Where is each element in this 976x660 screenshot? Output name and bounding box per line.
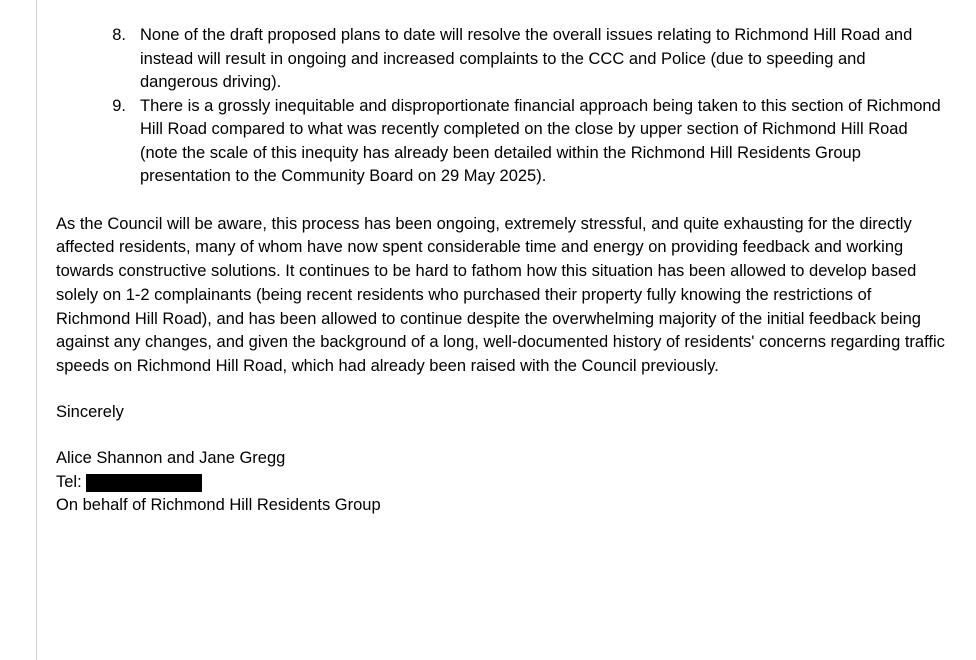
telephone-line [56,471,946,495]
signature-names: Alice Shannon and Jane Gregg [56,448,286,467]
sign-off: Sincerely [56,403,124,422]
spacer [56,189,946,213]
list-item-text: There is a grossly inequitable and disproportionate financial approach being taken to this section of Richmond Hill Road compared to what was recently completed on the close by upper section of Richmond Hill Road (note the scale of this inequity has already been detailed within the Richmond Hill Residents Group presentation to the Community Board on 29 May 2025). [140,96,941,185]
list-item-number: 8. [112,26,126,44]
on-behalf-of-line: On behalf of Richmond Hill Residents Group [56,496,381,515]
page-left-margin-rule [36,0,37,660]
list-item-text: None of the draft proposed plans to date will resolve the overall issues relating to Richmond Hill Road and instead will result in ongoing and increased complaints to the CCC and Police (due to speeding and dangerous driving). [140,26,913,91]
redaction-block [86,474,202,492]
list-item-number: 9. [112,96,126,115]
spacer [56,425,946,447]
document-body [56,24,946,518]
spacer [56,379,946,401]
numbered-list [56,24,946,189]
list-item [56,95,946,189]
telephone-label: Tel: [56,472,82,491]
list-item [56,24,946,95]
closing-paragraph: As the Council will be aware, this process has been ongoing, extremely stressful, and quite exhausting for the directly affected residents, many of whom have now spent considerable time and energy on providing feedback and working towards constructive solutions. It continues to be hard to fathom how this situation has been allowed to develop based solely on 1-2 complainants (being recent residents who purchased their property fully knowing the restrictions of Richmond Hill Road), and has been allowed to continue despite the overwhelming majority of the initial feedback being against any changes, and given the background of a long, well-documented history of residents' concerns regarding traffic speeds on Richmond Hill Road, which had already been raised with the Council previously. [56,214,945,376]
